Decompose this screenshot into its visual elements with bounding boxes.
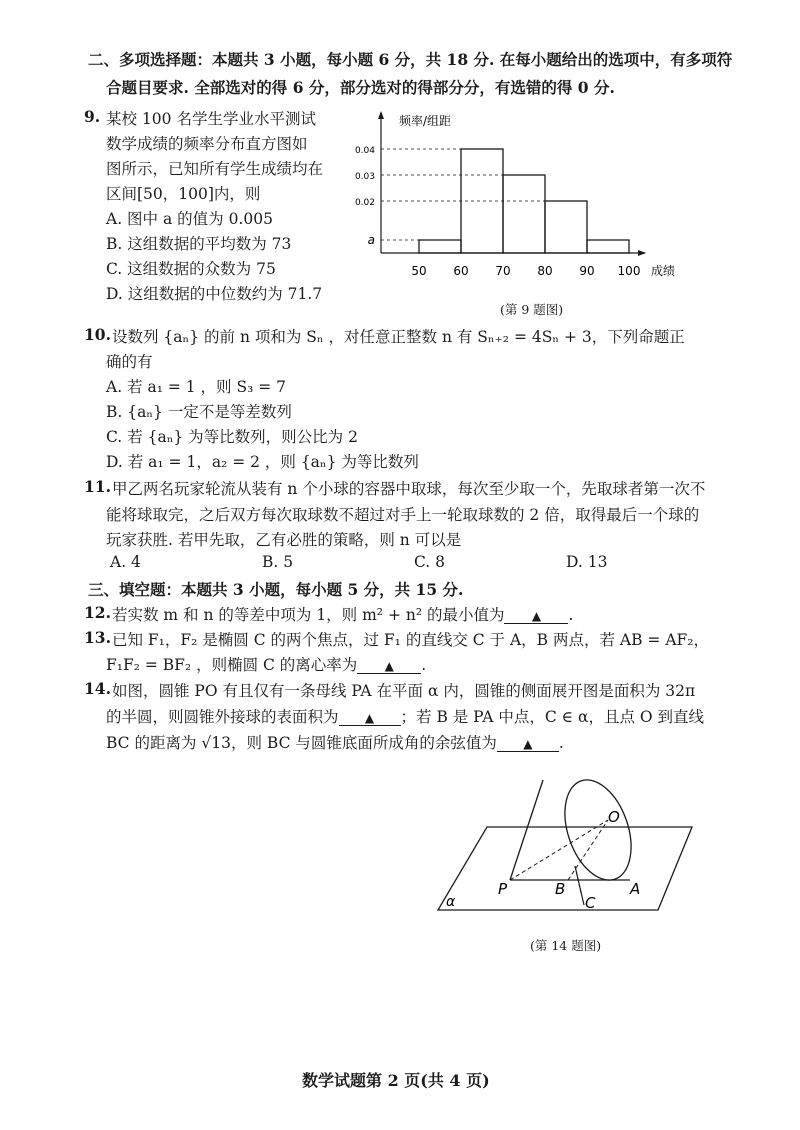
histogram-bar — [587, 240, 629, 253]
q14-number: 14. — [84, 679, 111, 698]
q10-line1: 设数列 {aₙ} 的前 n 项和为 Sₙ ，对任意正整数 n 有 Sₙ₊₂ = 4Sₙ + 3，下列命题正 — [112, 328, 685, 346]
y-tick-label: 0.04 — [355, 146, 375, 156]
label-a: A — [630, 880, 641, 898]
q9-figure-caption: (第 9 题图) — [500, 302, 564, 317]
label-b: B — [555, 880, 566, 898]
q12-stem: 若实数 m 和 n 的等差中项为 1，则 m² + n² 的最小值为 — [112, 606, 505, 624]
q11-option-a: A. 4 — [110, 553, 141, 571]
q11-line2: 能将球取完，之后双方每次取球数不超过对手上一轮取球数的 2 倍，取得最后一个球的 — [106, 506, 700, 524]
x-tick-label: 50 — [411, 264, 427, 278]
q13-line2 — [106, 653, 426, 675]
axis-po — [510, 820, 608, 880]
q13-end: . — [421, 656, 427, 674]
q9-number: 9. — [84, 107, 101, 126]
q10-number: 10. — [84, 325, 111, 344]
cone-figure — [430, 770, 700, 920]
histogram-axes — [378, 111, 646, 256]
q9-option-c: C. 这组数据的众数为 75 — [106, 260, 276, 278]
histogram-chart — [355, 105, 695, 295]
q14-figure-caption: (第 14 题图) — [530, 938, 602, 953]
q14-line1: 如图，圆锥 PO 有且仅有一条母线 PA 在平面 α 内，圆锥的侧面展开图是面积为 32π — [112, 682, 696, 700]
q11-number: 11. — [84, 477, 111, 496]
x-axis-arrow — [638, 250, 646, 256]
q14-answer-blank-1: ▲ — [339, 711, 401, 726]
q10-option-d: D. 若 a₁ = 1，a₂ = 2 ，则 {aₙ} 为等比数列 — [106, 453, 419, 471]
q12-number: 12. — [84, 603, 111, 622]
q14-stem-2a: 的半圆，则圆锥外接球的表面积为 — [106, 708, 339, 726]
q10-line2: 确的有 — [106, 353, 153, 371]
q9-option-a: A. 图中 a 的值为 0.005 — [106, 210, 273, 228]
q10-option-b: B. {aₙ} 一定不是等差数列 — [106, 403, 292, 421]
y-tick-label: 0.02 — [355, 198, 375, 208]
section3-title: 三、填空题：本题共 3 小题，每小题 5 分，共 15 分. — [88, 580, 464, 599]
q9-option-b: B. 这组数据的平均数为 73 — [106, 235, 292, 253]
q11-line1: 甲乙两名玩家轮流从装有 n 个小球的容器中取球，每次至少取一个，先取球者第一次不 — [112, 480, 706, 498]
q12-end: . — [568, 606, 574, 624]
q10-option-a: A. 若 a₁ = 1 ，则 S₃ = 7 — [106, 378, 287, 396]
x-tick-label: 60 — [453, 264, 469, 278]
q11-option-d: D. 13 — [566, 553, 608, 571]
histogram-bar — [545, 201, 587, 253]
histogram-bars — [419, 149, 629, 253]
y-axis-arrow — [378, 111, 384, 119]
section2-title-line1: 二、多项选择题：本题共 3 小题，每小题 6 分，共 18 分. 在每小题给出的选项中，有多项符 — [88, 50, 733, 69]
q14-line2 — [106, 705, 704, 727]
q11-option-b: B. 5 — [262, 553, 294, 571]
histogram-bar — [503, 175, 545, 253]
q12-answer-blank: ▲ — [504, 609, 568, 624]
section2-title-line2: 合题目要求. 全部选对的得 6 分，部分选对的得部分分，有选错的得 0 分. — [106, 78, 615, 97]
x-tick-label: 100 — [617, 264, 641, 278]
histogram-bar — [419, 240, 461, 253]
y-tick-label: 0.03 — [355, 172, 375, 182]
q9-option-d: D. 这组数据的中位数约为 71.7 — [106, 285, 323, 303]
x-tick-label: 80 — [537, 264, 553, 278]
q9-stem-4: 区间[50，100]内，则 — [106, 185, 261, 203]
q14-answer-blank-2: ▲ — [497, 737, 559, 752]
label-alpha: α — [446, 894, 456, 910]
q10-option-c: C. 若 {aₙ} 为等比数列，则公比为 2 — [106, 428, 358, 446]
q14-stem-2b: ；若 B 是 PA 中点，C ∈ α，且点 O 到直线 — [400, 708, 705, 726]
q13-answer-blank: ▲ — [357, 659, 421, 674]
y-axis-title: 频率/组距 — [399, 114, 452, 128]
q14-line3 — [106, 731, 564, 753]
y-tick-label: a — [367, 233, 375, 247]
q11-line3: 玩家获胜. 若甲先取，乙有必胜的策略，则 n 可以是 — [106, 531, 462, 549]
q14-stem-3a: BC 的距离为 √13，则 BC 与圆锥底面所成角的余弦值为 — [106, 734, 497, 752]
label-o: O — [608, 808, 620, 826]
q9-stem-1: 某校 100 名学生学业水平测试 — [106, 110, 316, 128]
x-axis-title: 成绩 — [651, 264, 676, 278]
q9-stem-3: 图所示，已知所有学生成绩均在 — [106, 160, 324, 178]
q13-stem: F₁F₂ = BF₂ ，则椭圆 C 的离心率为 — [106, 656, 358, 674]
cone-base-circle — [553, 771, 644, 889]
q13-number: 13. — [84, 628, 111, 647]
q9-stem-2: 数学成绩的频率分布直方图如 — [106, 135, 308, 153]
x-tick-label: 70 — [495, 264, 511, 278]
q14-end: . — [558, 734, 564, 752]
label-p: P — [498, 880, 508, 898]
histogram-dashed-guides — [381, 149, 545, 240]
cone-upper-generatrix — [510, 780, 543, 880]
q11-option-c: C. 8 — [414, 553, 446, 571]
q12-text — [112, 603, 573, 625]
x-tick-label: 90 — [579, 264, 595, 278]
q13-line1: 已知 F₁，F₂ 是椭圆 C 的两个焦点，过 F₁ 的直线交 C 于 A，B 两点，若 AB = AF₂， — [112, 631, 709, 649]
label-c: C — [585, 894, 596, 912]
page-footer: 数学试题第 2 页(共 4 页) — [302, 1071, 490, 1090]
